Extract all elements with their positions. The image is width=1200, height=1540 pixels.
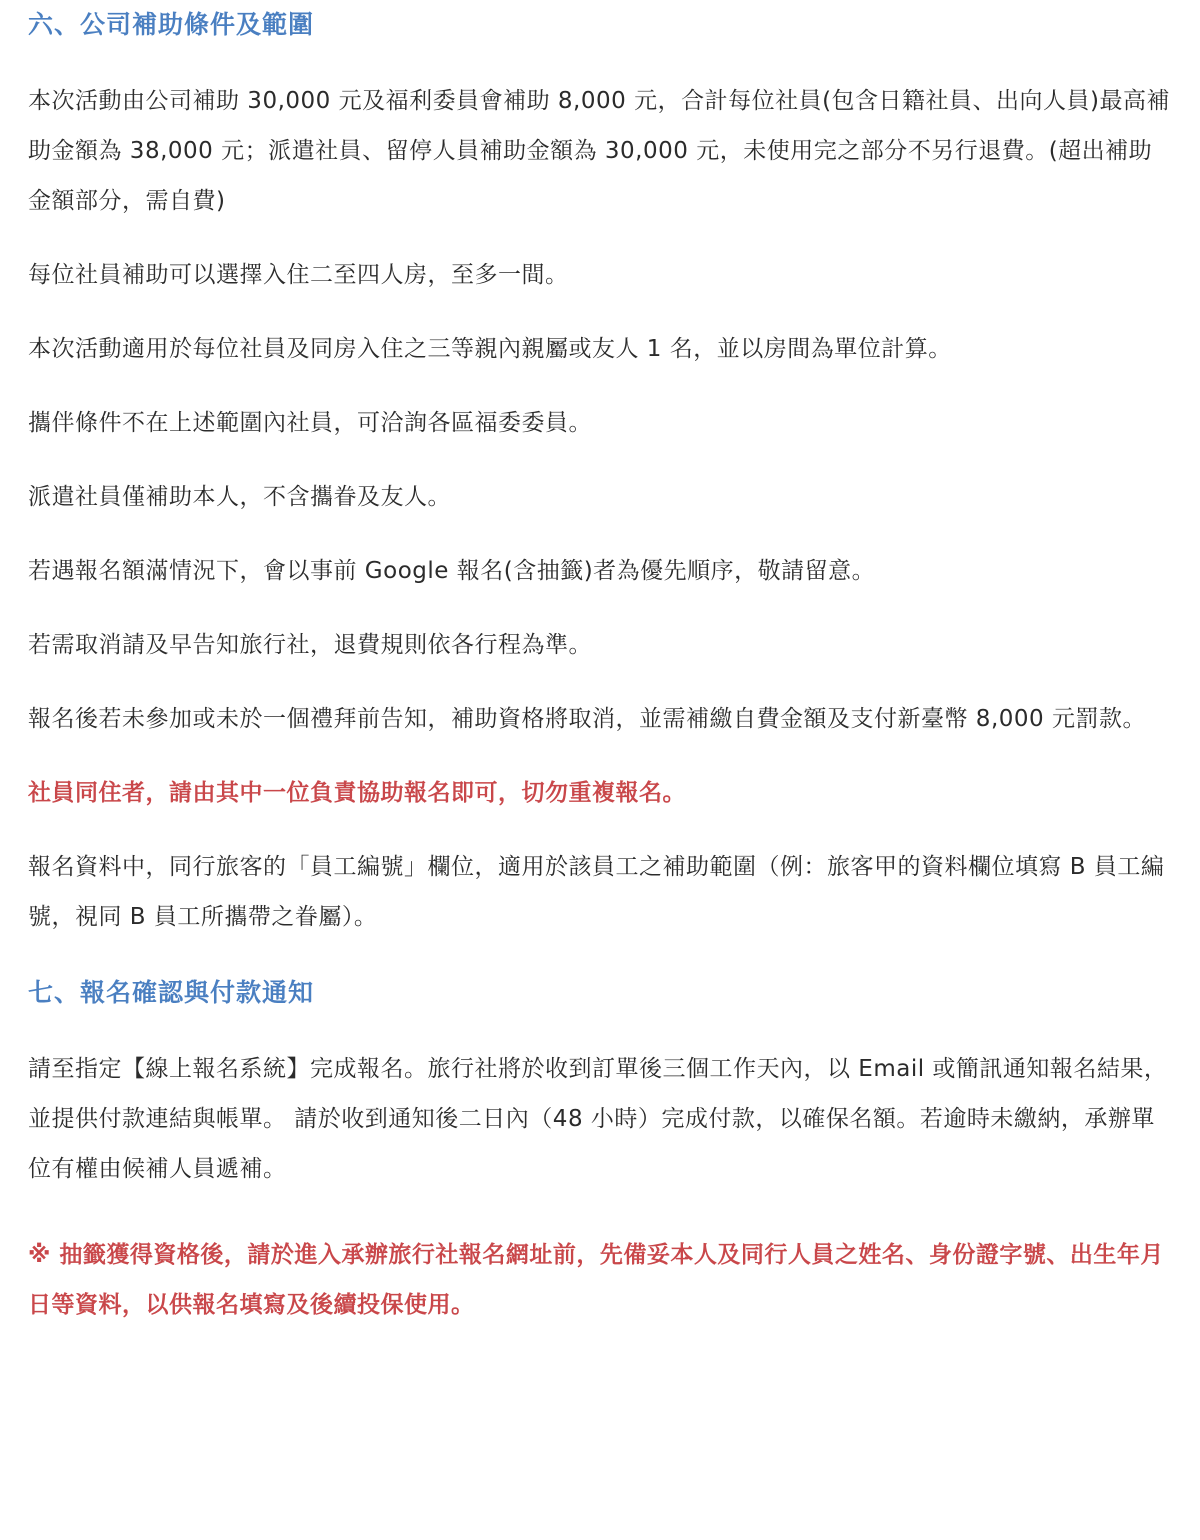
- section6-paragraph-companion: 本次活動適用於每位社員及同房入住之三等親內親屬或友人 1 名，並以房間為單位計算。: [28, 336, 952, 362]
- section6-paragraph-subsidy: 本次活動由公司補助 30,000 元及福利委員會補助 8,000 元，合計每位社員(包含日籍社員、出向人員)最高補助金額為 38,000 元；派遣社員、留停人員補助金額為 30,000 元，未使用完之部分不另行退費。(超出補助金額部分，需自費): [28, 88, 1171, 214]
- section6-paragraph-priority: 若遇報名額滿情況下，會以事前 Google 報名(含抽籤)者為優先順序，敬請留意。: [28, 558, 876, 584]
- section6-paragraph-inquiry: 攜伴條件不在上述範圍內社員，可洽詢各區福委委員。: [28, 410, 592, 436]
- section6-paragraph-dispatch: 派遣社員僅補助本人，不含攜眷及友人。: [28, 484, 451, 510]
- section6-paragraph-cancel: 若需取消請及早告知旅行社，退費規則依各行程為準。: [28, 632, 592, 658]
- section6-warning: 社員同住者，請由其中一位負責協助報名即可，切勿重複報名。: [28, 780, 686, 806]
- section6-heading: 六、公司補助條件及範圍: [28, 10, 315, 39]
- section7-paragraph-confirmation: 請至指定【線上報名系統】完成報名。旅行社將於收到訂單後三個工作天內，以 Email 或簡訊通知報名結果，並提供付款連結與帳單。 請於收到通知後二日內（48 小時）完成付款，以確保名額。若逾時未繳納，承辦單位有權由候補人員遞補。: [28, 1056, 1168, 1182]
- section7-heading: 七、報名確認與付款通知: [28, 978, 315, 1007]
- section6-paragraph-penalty: 報名後若未參加或未於一個禮拜前告知，補助資格將取消，並需補繳自費金額及支付新臺幣 8,000 元罰款。: [28, 706, 1146, 732]
- section6-paragraph-employee-id: 報名資料中，同行旅客的「員工編號」欄位，適用於該員工之補助範圍（例：旅客甲的資料欄位填寫 B 員工編號，視同 B 員工所攜帶之眷屬）。: [28, 854, 1165, 930]
- section6-paragraph-room: 每位社員補助可以選擇入住二至四人房，至多一間。: [28, 262, 569, 288]
- section7-note: ※ 抽籤獲得資格後，請於進入承辦旅行社報名網址前，先備妥本人及同行人員之姓名、身份證字號、出生年月日等資料，以供報名填寫及後續投保使用。: [28, 1242, 1164, 1318]
